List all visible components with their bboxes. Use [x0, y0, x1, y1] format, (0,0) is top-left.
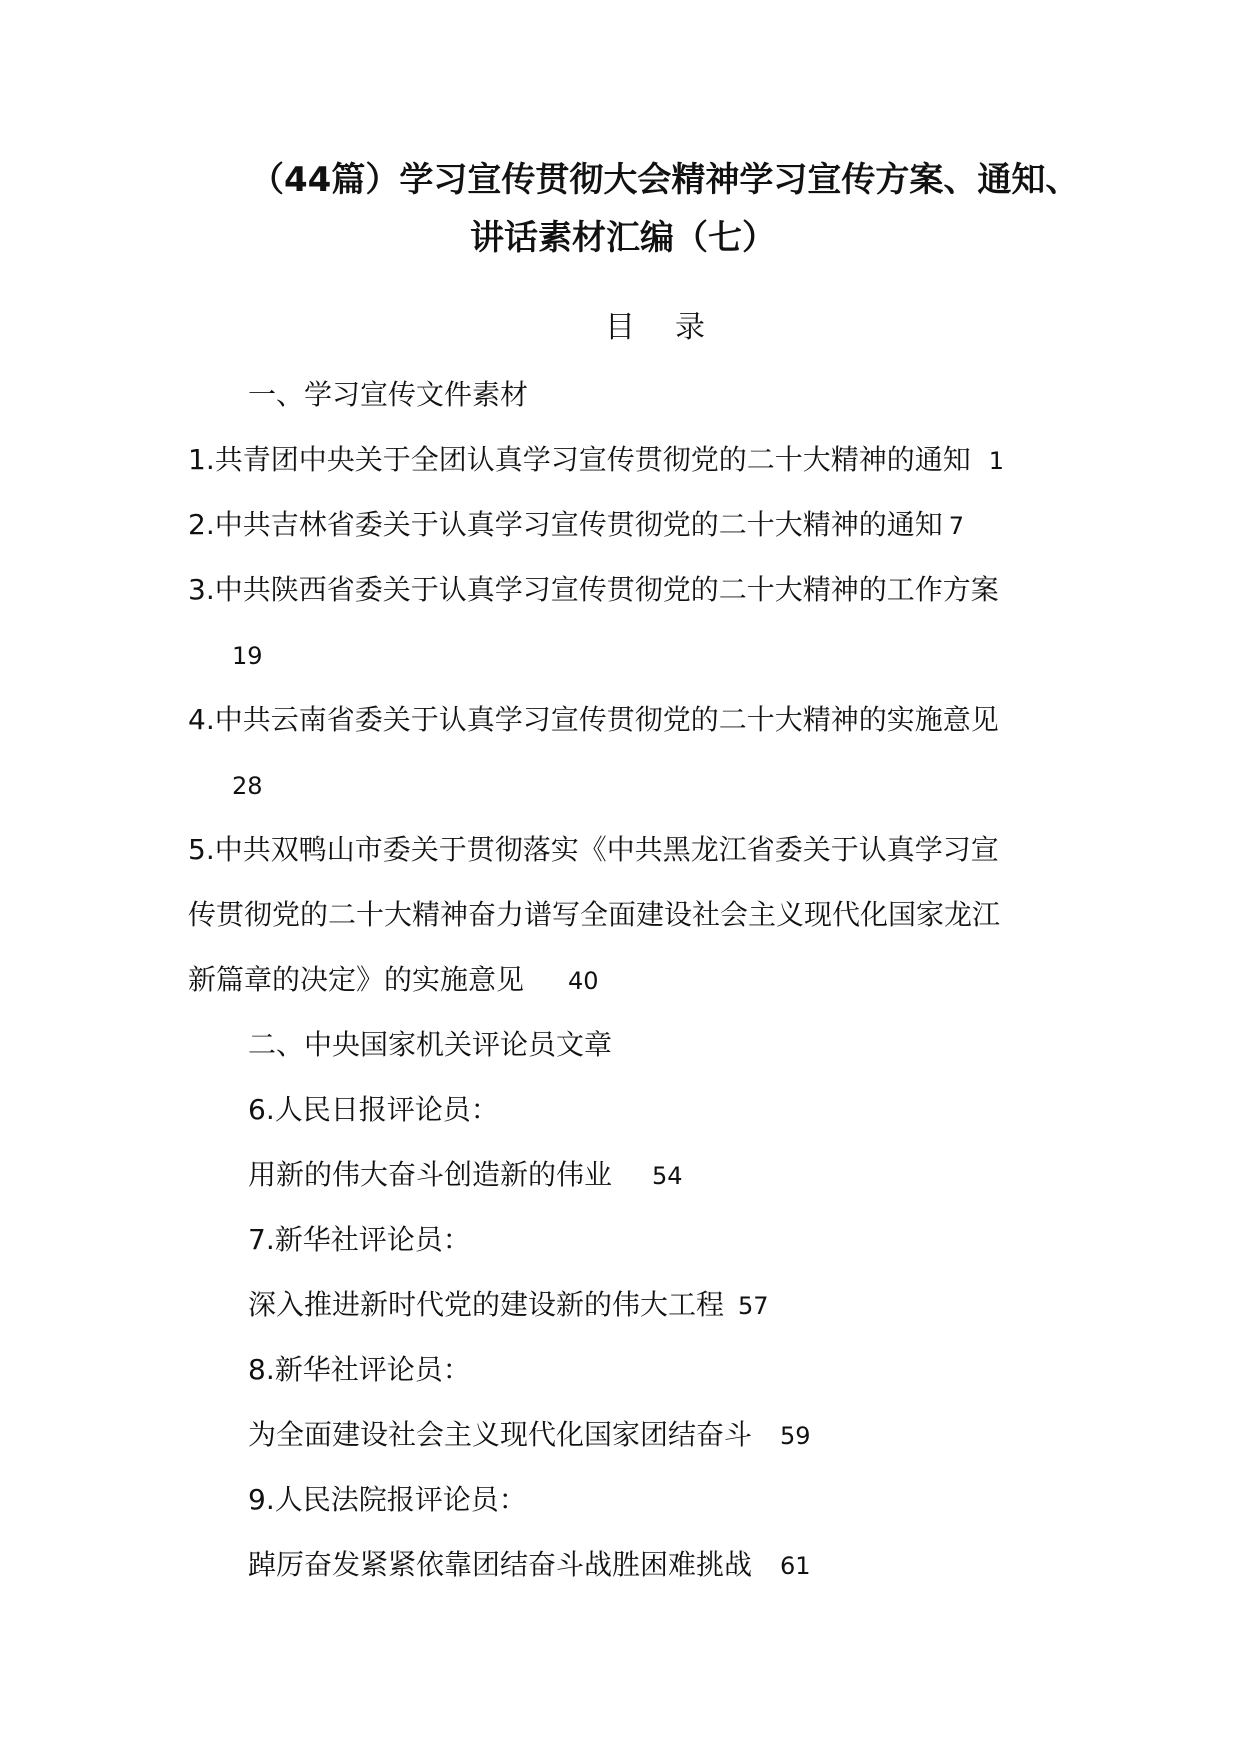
toc-entry-3-page: 19 [232, 642, 263, 670]
toc-entry-6 [248, 1155, 683, 1196]
document-title-line-2: 讲话素材汇编（七） [470, 218, 776, 258]
toc-entry-4-page: 28 [232, 772, 263, 800]
toc-entry-5-line-3 [188, 960, 599, 1001]
toc-entry-5-line-1: 5.中共双鸭山市委关于贯彻落实《中共黑龙江省委关于认真学习宣 [188, 833, 999, 866]
toc-entry-page: 61 [780, 1552, 811, 1580]
document-title-line-1: （44篇）学习宣传贯彻大会精神学习宣传方案、通知、 [250, 160, 1080, 200]
toc-entry-4-text: 4.中共云南省委关于认真学习宣传贯彻党的二十大精神的实施意见 [188, 703, 999, 736]
toc-heading [605, 308, 705, 348]
toc-entry-text: 新篇章的决定》的实施意见 [188, 963, 525, 996]
toc-entry-text: 1.共青团中央关于全团认真学习宣传贯彻党的二十大精神的通知 [188, 443, 971, 476]
toc-entry-8 [248, 1415, 811, 1456]
toc-entry-text: 为全面建设社会主义现代化国家团结奋斗 [248, 1418, 753, 1451]
toc-entry-text: 踔厉奋发紧紧依靠团结奋斗战胜困难挑战 [248, 1548, 753, 1581]
toc-entry-text: 用新的伟大奋斗创造新的伟业 [248, 1158, 613, 1191]
toc-entry-5-line-2: 传贯彻党的二十大精神奋力谱写全面建设社会主义现代化国家龙江 [188, 898, 1001, 931]
toc-entry-7-label: 7.新华社评论员： [248, 1223, 471, 1256]
toc-entry-page: 57 [738, 1292, 769, 1320]
toc-entry-8-label: 8.新华社评论员： [248, 1353, 471, 1386]
toc-entry-page: 54 [652, 1162, 683, 1190]
toc-entry-2 [188, 505, 964, 546]
toc-entry-page: 59 [780, 1422, 811, 1450]
toc-entry-page: 1 [988, 447, 1004, 475]
section-heading-1: 一、学习宣传文件素材 [248, 378, 529, 411]
toc-entry-3-text: 3.中共陕西省委关于认真学习宣传贯彻党的二十大精神的工作方案 [188, 573, 999, 606]
toc-entry-page: 40 [568, 967, 599, 995]
toc-entry-9-label: 9.人民法院报评论员： [248, 1483, 527, 1516]
toc-entry-6-label: 6.人民日报评论员： [248, 1093, 499, 1126]
toc-entry-1 [188, 440, 1004, 481]
toc-heading-char-1: 目 [605, 310, 635, 345]
toc-entry-text: 深入推进新时代党的建设新的伟大工程 [248, 1288, 725, 1321]
toc-entry-7 [248, 1285, 769, 1326]
toc-entry-page: 7 [948, 512, 964, 540]
toc-heading-char-2: 录 [675, 310, 705, 345]
section-heading-2: 二、中央国家机关评论员文章 [248, 1028, 613, 1061]
toc-entry-text: 2.中共吉林省委关于认真学习宣传贯彻党的二十大精神的通知 [188, 508, 943, 541]
toc-entry-9 [248, 1545, 811, 1586]
